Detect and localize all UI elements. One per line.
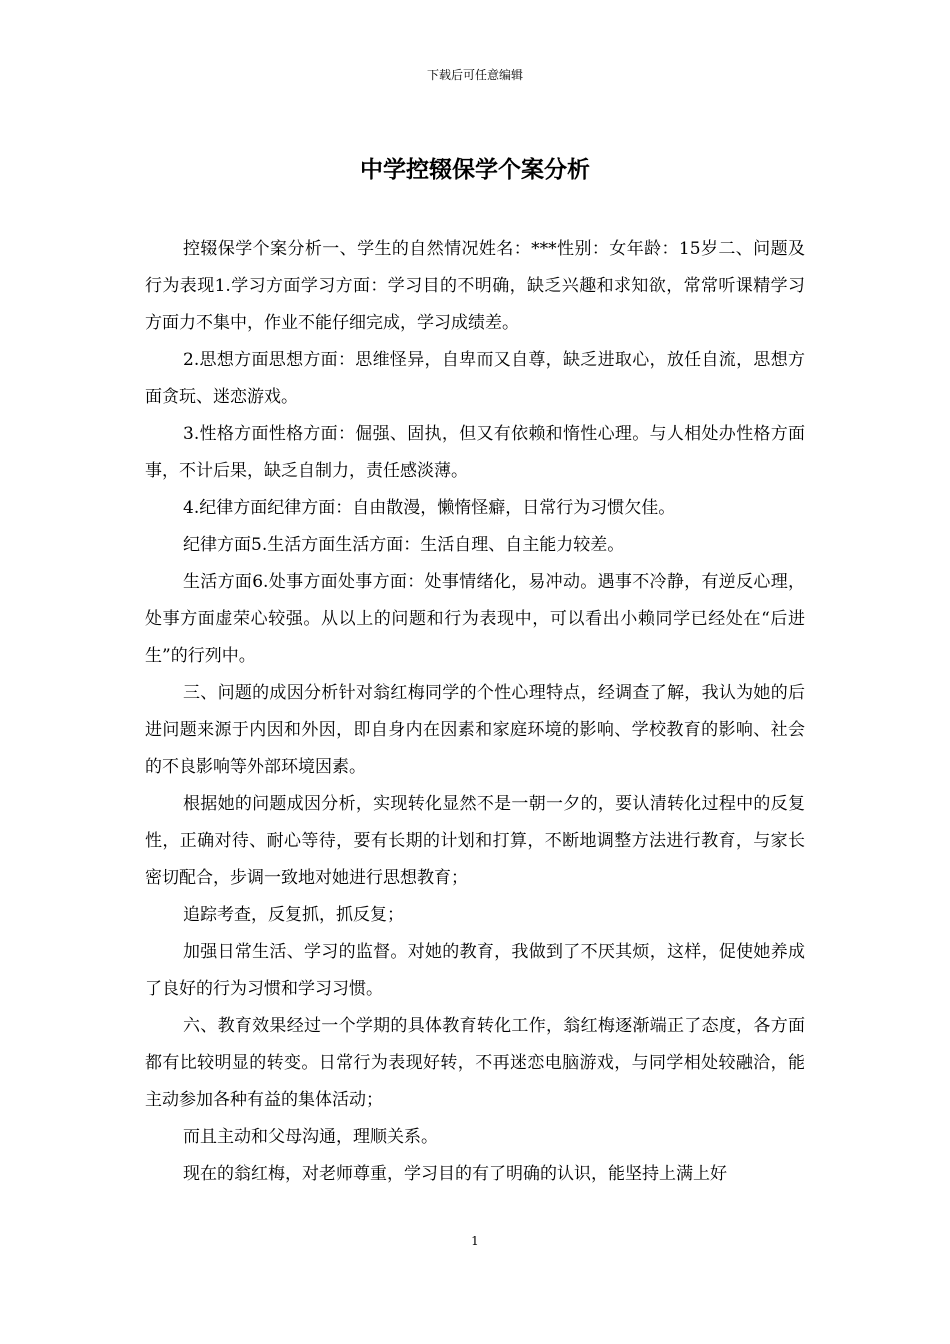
paragraph: 六、教育效果经过一个学期的具体教育转化工作，翁红梅逐渐端正了态度，各方面都有比较明显的转变。日常行为表现好转，不再迷恋电脑游戏，与同学相处较融洽，能主动参加各种有益的集体活动； xyxy=(145,1016,805,1110)
paragraph: 4.纪律方面纪律方面：自由散漫，懒惰怪癖，日常行为习惯欠佳。 xyxy=(183,498,676,518)
page-header-note: 下载后可任意编辑 xyxy=(426,68,523,82)
paragraph: 2.思想方面思想方面：思维怪异，自卑而又自尊，缺乏进取心，放任自流，思想方面贪玩、迷恋游戏。 xyxy=(145,350,805,407)
document-body xyxy=(145,231,805,1193)
paragraph: 加强日常生活、学习的监督。对她的教育，我做到了不厌其烦，这样，促使她养成了良好的行为习惯和学习习惯。 xyxy=(145,942,805,999)
paragraph: 现在的翁红梅，对老师尊重，学习目的有了明确的认识，能坚持上满上好 xyxy=(183,1164,727,1184)
paragraph: 而且主动和父母沟通，理顺关系。 xyxy=(183,1127,438,1147)
paragraph: 控辍保学个案分析一、学生的自然情况姓名：***性别：女年龄：15岁二、问题及行为表现1.学习方面学习方面：学习目的不明确，缺乏兴趣和求知欲，常常听课精学习方面力不集中，作业不能仔细完成，学习成绩差。 xyxy=(145,239,805,333)
page-number: 1 xyxy=(471,1234,479,1248)
paragraph: 生活方面6.处事方面处事方面：处事情绪化，易冲动。遇事不冷静，有逆反心理，处事方面虚荣心较强。从以上的问题和行为表现中，可以看出小赖同学已经处在“后进生”的行列中。 xyxy=(145,572,805,666)
paragraph: 根据她的问题成因分析，实现转化显然不是一朝一夕的，要认清转化过程中的反复性，正确对待、耐心等待，要有长期的计划和打算，不断地调整方法进行教育，与家长密切配合，步调一致地对她进行思想教育； xyxy=(145,794,805,888)
paragraph: 纪律方面5.生活方面生活方面：生活自理、自主能力较差。 xyxy=(183,535,625,555)
paragraph: 追踪考查，反复抓，抓反复； xyxy=(183,905,404,925)
document-title: 中学控辍保学个案分析 xyxy=(360,156,590,183)
paragraph: 三、问题的成因分析针对翁红梅同学的个性心理特点，经调查了解，我认为她的后进问题来源于内因和外因，即自身内在因素和家庭环境的影响、学校教育的影响、社会的不良影响等外部环境因素。 xyxy=(145,683,805,777)
paragraph: 3.性格方面性格方面：倔强、固执，但又有依赖和惰性心理。与人相处办性格方面事，不计后果，缺乏自制力，责任感淡薄。 xyxy=(145,424,805,481)
